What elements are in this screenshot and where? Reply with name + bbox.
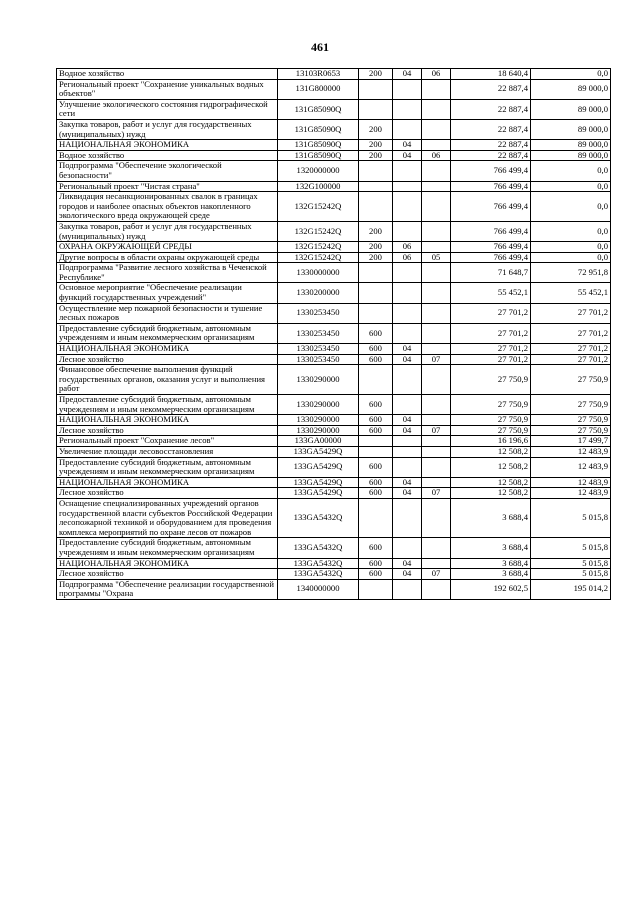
row-expense-type	[359, 365, 393, 395]
row-code: 132G15242Q	[278, 192, 359, 222]
row-expense-type: 200	[359, 252, 393, 263]
row-section	[393, 538, 422, 558]
row-name: ОХРАНА ОКРУЖАЮЩЕЙ СРЕДЫ	[57, 242, 278, 253]
row-section: 04	[393, 415, 422, 426]
row-name: Подпрограмма "Развитие лесного хозяйства в Чеченской Республике"	[57, 263, 278, 283]
row-name: Региональный проект "Чистая страна"	[57, 181, 278, 192]
row-amount-2: 195 014,2	[531, 579, 611, 599]
row-name: Другие вопросы в области охраны окружающей среды	[57, 252, 278, 263]
table-row	[57, 69, 611, 80]
row-amount-1: 22 887,4	[451, 119, 531, 139]
row-expense-type: 600	[359, 457, 393, 477]
row-subsection	[422, 192, 451, 222]
row-amount-2: 0,0	[531, 221, 611, 241]
row-name: Лесное хозяйство	[57, 425, 278, 436]
row-amount-1: 27 701,2	[451, 323, 531, 343]
row-subsection: 07	[422, 488, 451, 499]
row-expense-type: 600	[359, 395, 393, 415]
row-amount-2: 0,0	[531, 252, 611, 263]
row-expense-type	[359, 283, 393, 303]
row-section	[393, 457, 422, 477]
row-amount-2: 27 750,9	[531, 415, 611, 426]
row-expense-type: 600	[359, 477, 393, 488]
row-section	[393, 498, 422, 537]
row-expense-type: 200	[359, 221, 393, 241]
row-name: Подпрограмма "Обеспечение реализации государственной программы "Охрана	[57, 579, 278, 599]
row-name: Региональный проект "Сохранение уникальных водных объектов"	[57, 79, 278, 99]
row-subsection	[422, 303, 451, 323]
row-name: Увеличение площади лесовосстановления	[57, 446, 278, 457]
table-row	[57, 446, 611, 457]
row-section: 06	[393, 242, 422, 253]
row-name: Лесное хозяйство	[57, 488, 278, 499]
row-code: 133GA00000	[278, 436, 359, 447]
row-code: 133GA5432Q	[278, 569, 359, 580]
row-code: 132G100000	[278, 181, 359, 192]
row-amount-1: 27 750,9	[451, 415, 531, 426]
table-row	[57, 579, 611, 599]
table-row	[57, 457, 611, 477]
row-section	[393, 579, 422, 599]
row-expense-type: 600	[359, 569, 393, 580]
row-amount-1: 192 602,5	[451, 579, 531, 599]
row-code: 1330290000	[278, 395, 359, 415]
row-amount-1: 22 887,4	[451, 140, 531, 151]
row-code: 132G15242Q	[278, 252, 359, 263]
row-subsection: 07	[422, 354, 451, 365]
row-subsection: 07	[422, 569, 451, 580]
row-amount-1: 71 648,7	[451, 263, 531, 283]
budget-table	[56, 68, 611, 600]
row-subsection	[422, 498, 451, 537]
row-subsection	[422, 436, 451, 447]
row-section	[393, 395, 422, 415]
row-subsection	[422, 161, 451, 181]
row-section	[393, 263, 422, 283]
row-amount-2: 89 000,0	[531, 99, 611, 119]
row-amount-1: 27 750,9	[451, 365, 531, 395]
table-row	[57, 488, 611, 499]
row-subsection	[422, 457, 451, 477]
row-name: Финансовое обеспечение выполнения функций государственных органов, оказания услуг и выполнения работ	[57, 365, 278, 395]
row-amount-2: 27 701,2	[531, 344, 611, 355]
row-name: Основное мероприятие "Обеспечение реализации функций государственных учреждений"	[57, 283, 278, 303]
row-name: Региональный проект "Сохранение лесов"	[57, 436, 278, 447]
row-section: 04	[393, 140, 422, 151]
row-code: 132G15242Q	[278, 242, 359, 253]
row-amount-2: 12 483,9	[531, 457, 611, 477]
row-amount-2: 12 483,9	[531, 446, 611, 457]
row-amount-1: 3 688,4	[451, 558, 531, 569]
row-subsection: 06	[422, 150, 451, 161]
table-row	[57, 354, 611, 365]
row-section	[393, 365, 422, 395]
row-expense-type	[359, 579, 393, 599]
table-row	[57, 263, 611, 283]
row-amount-2: 27 701,2	[531, 354, 611, 365]
row-section: 04	[393, 425, 422, 436]
row-code: 133GA5432Q	[278, 558, 359, 569]
row-amount-1: 766 499,4	[451, 192, 531, 222]
row-amount-1: 3 688,4	[451, 498, 531, 537]
table-row	[57, 569, 611, 580]
row-name: Оснащение специализированных учреждений органов государственной власти субъектов Российской Федерации лесопожарной техникой и оборудованием для проведения комплекса мероприятий по охране лесов от пожаров	[57, 498, 278, 537]
row-expense-type	[359, 263, 393, 283]
row-code: 1330253450	[278, 344, 359, 355]
row-code: 131G85090Q	[278, 150, 359, 161]
row-subsection	[422, 181, 451, 192]
row-expense-type	[359, 303, 393, 323]
row-expense-type: 200	[359, 69, 393, 80]
row-subsection	[422, 579, 451, 599]
row-amount-1: 3 688,4	[451, 569, 531, 580]
row-section: 04	[393, 477, 422, 488]
row-section	[393, 436, 422, 447]
row-expense-type: 600	[359, 344, 393, 355]
table-row	[57, 242, 611, 253]
row-amount-1: 22 887,4	[451, 150, 531, 161]
row-subsection	[422, 558, 451, 569]
row-amount-1: 12 508,2	[451, 488, 531, 499]
table-row	[57, 477, 611, 488]
row-amount-2: 0,0	[531, 181, 611, 192]
row-amount-1: 16 196,6	[451, 436, 531, 447]
row-subsection	[422, 538, 451, 558]
row-section	[393, 446, 422, 457]
table-row	[57, 323, 611, 343]
table-row	[57, 221, 611, 241]
row-expense-type: 600	[359, 488, 393, 499]
table-row	[57, 395, 611, 415]
row-amount-2: 89 000,0	[531, 79, 611, 99]
row-code: 133GA5429Q	[278, 488, 359, 499]
row-name: Ликвидация несанкционированных свалок в границах городов и наиболее опасных объектов накопленного экологического вреда окружающей среде	[57, 192, 278, 222]
row-code: 133GA5429Q	[278, 446, 359, 457]
row-subsection	[422, 283, 451, 303]
row-amount-1: 22 887,4	[451, 79, 531, 99]
row-expense-type: 600	[359, 558, 393, 569]
row-section	[393, 221, 422, 241]
table-row	[57, 150, 611, 161]
row-expense-type	[359, 181, 393, 192]
row-amount-2: 89 000,0	[531, 150, 611, 161]
row-section	[393, 323, 422, 343]
row-name: Предоставление субсидий бюджетным, автономным учреждениям и иным некоммерческим организациям	[57, 323, 278, 343]
row-subsection	[422, 99, 451, 119]
table-row	[57, 192, 611, 222]
row-subsection	[422, 446, 451, 457]
row-expense-type	[359, 99, 393, 119]
row-subsection	[422, 242, 451, 253]
row-expense-type: 200	[359, 119, 393, 139]
row-code: 131G800000	[278, 79, 359, 99]
row-amount-1: 766 499,4	[451, 252, 531, 263]
table-row	[57, 140, 611, 151]
row-name: Предоставление субсидий бюджетным, автономным учреждениям и иным некоммерческим организациям	[57, 538, 278, 558]
row-expense-type	[359, 436, 393, 447]
table-row	[57, 498, 611, 537]
row-amount-1: 22 887,4	[451, 99, 531, 119]
table-row	[57, 538, 611, 558]
row-amount-2: 5 015,8	[531, 569, 611, 580]
row-amount-1: 766 499,4	[451, 161, 531, 181]
row-code: 1330253450	[278, 303, 359, 323]
row-amount-2: 0,0	[531, 161, 611, 181]
row-subsection	[422, 221, 451, 241]
row-code: 133GA5429Q	[278, 457, 359, 477]
row-subsection	[422, 344, 451, 355]
row-code: 133GA5432Q	[278, 538, 359, 558]
row-section: 06	[393, 252, 422, 263]
row-name: НАЦИОНАЛЬНАЯ ЭКОНОМИКА	[57, 140, 278, 151]
row-section	[393, 283, 422, 303]
row-subsection	[422, 119, 451, 139]
row-section: 04	[393, 69, 422, 80]
row-code: 132G15242Q	[278, 221, 359, 241]
row-name: Улучшение экологического состояния гидрографической сети	[57, 99, 278, 119]
row-expense-type	[359, 192, 393, 222]
row-subsection	[422, 79, 451, 99]
row-amount-2: 0,0	[531, 192, 611, 222]
row-code: 1330290000	[278, 365, 359, 395]
row-expense-type: 600	[359, 538, 393, 558]
row-name: Предоставление субсидий бюджетным, автономным учреждениям и иным некоммерческим организациям	[57, 457, 278, 477]
row-amount-2: 17 499,7	[531, 436, 611, 447]
row-code: 1330253450	[278, 323, 359, 343]
row-code: 1330290000	[278, 415, 359, 426]
row-expense-type: 600	[359, 323, 393, 343]
row-section: 04	[393, 150, 422, 161]
row-amount-1: 27 701,2	[451, 303, 531, 323]
table-row	[57, 558, 611, 569]
row-amount-1: 12 508,2	[451, 446, 531, 457]
table-row	[57, 436, 611, 447]
row-section: 04	[393, 488, 422, 499]
row-code: 13103R0653	[278, 69, 359, 80]
row-expense-type	[359, 161, 393, 181]
row-section	[393, 181, 422, 192]
table-row	[57, 344, 611, 355]
row-code: 1330200000	[278, 283, 359, 303]
table-row	[57, 303, 611, 323]
row-amount-2: 27 701,2	[531, 323, 611, 343]
row-section	[393, 192, 422, 222]
row-section	[393, 161, 422, 181]
row-amount-2: 89 000,0	[531, 140, 611, 151]
row-subsection	[422, 140, 451, 151]
row-expense-type: 200	[359, 140, 393, 151]
row-expense-type: 200	[359, 150, 393, 161]
row-name: Лесное хозяйство	[57, 354, 278, 365]
row-amount-1: 27 701,2	[451, 354, 531, 365]
row-amount-2: 0,0	[531, 69, 611, 80]
row-section	[393, 79, 422, 99]
row-expense-type: 600	[359, 425, 393, 436]
row-amount-1: 766 499,4	[451, 242, 531, 253]
row-amount-2: 27 750,9	[531, 425, 611, 436]
page-number: 461	[311, 40, 329, 54]
table-row	[57, 283, 611, 303]
row-subsection	[422, 477, 451, 488]
table-row	[57, 99, 611, 119]
row-code: 1330000000	[278, 263, 359, 283]
row-code: 131G85090Q	[278, 119, 359, 139]
table-row	[57, 79, 611, 99]
table-row	[57, 161, 611, 181]
row-amount-2: 5 015,8	[531, 558, 611, 569]
row-subsection: 07	[422, 425, 451, 436]
row-amount-2: 27 750,9	[531, 365, 611, 395]
row-amount-1: 12 508,2	[451, 457, 531, 477]
row-name: Предоставление субсидий бюджетным, автономным учреждениям и иным некоммерческим организациям	[57, 395, 278, 415]
row-expense-type: 200	[359, 242, 393, 253]
row-amount-2: 12 483,9	[531, 477, 611, 488]
row-subsection: 05	[422, 252, 451, 263]
row-section	[393, 99, 422, 119]
row-code: 1330290000	[278, 425, 359, 436]
row-amount-2: 55 452,1	[531, 283, 611, 303]
row-subsection	[422, 415, 451, 426]
row-expense-type	[359, 79, 393, 99]
row-expense-type	[359, 446, 393, 457]
row-amount-1: 27 701,2	[451, 344, 531, 355]
row-name: Закупка товаров, работ и услуг для государственных (муниципальных) нужд	[57, 221, 278, 241]
row-amount-1: 3 688,4	[451, 538, 531, 558]
row-amount-2: 5 015,8	[531, 538, 611, 558]
row-subsection	[422, 323, 451, 343]
row-name: НАЦИОНАЛЬНАЯ ЭКОНОМИКА	[57, 415, 278, 426]
row-code: 1340000000	[278, 579, 359, 599]
row-expense-type: 600	[359, 354, 393, 365]
row-amount-2: 89 000,0	[531, 119, 611, 139]
row-amount-1: 766 499,4	[451, 221, 531, 241]
row-amount-2: 27 701,2	[531, 303, 611, 323]
row-name: Закупка товаров, работ и услуг для государственных (муниципальных) нужд	[57, 119, 278, 139]
row-subsection	[422, 263, 451, 283]
row-name: Осуществление мер пожарной безопасности и тушение лесных пожаров	[57, 303, 278, 323]
row-amount-1: 27 750,9	[451, 425, 531, 436]
row-name: НАЦИОНАЛЬНАЯ ЭКОНОМИКА	[57, 558, 278, 569]
row-name: НАЦИОНАЛЬНАЯ ЭКОНОМИКА	[57, 344, 278, 355]
row-code: 131G85090Q	[278, 140, 359, 151]
row-amount-1: 12 508,2	[451, 477, 531, 488]
row-name: Водное хозяйство	[57, 69, 278, 80]
row-expense-type	[359, 498, 393, 537]
row-section: 04	[393, 344, 422, 355]
row-section	[393, 303, 422, 323]
row-code: 133GA5429Q	[278, 477, 359, 488]
row-subsection: 06	[422, 69, 451, 80]
row-amount-1: 27 750,9	[451, 395, 531, 415]
row-code: 133GA5432Q	[278, 498, 359, 537]
budget-table-body	[57, 69, 611, 600]
table-row	[57, 252, 611, 263]
row-amount-2: 72 951,8	[531, 263, 611, 283]
row-amount-2: 27 750,9	[531, 395, 611, 415]
table-row	[57, 119, 611, 139]
row-amount-2: 0,0	[531, 242, 611, 253]
table-row	[57, 425, 611, 436]
row-amount-2: 5 015,8	[531, 498, 611, 537]
row-name: Подпрограмма "Обеспечение экологической безопасности"	[57, 161, 278, 181]
row-section: 04	[393, 558, 422, 569]
row-code: 131G85090Q	[278, 99, 359, 119]
row-subsection	[422, 365, 451, 395]
row-name: НАЦИОНАЛЬНАЯ ЭКОНОМИКА	[57, 477, 278, 488]
row-name: Водное хозяйство	[57, 150, 278, 161]
table-row	[57, 181, 611, 192]
table-row	[57, 415, 611, 426]
row-name: Лесное хозяйство	[57, 569, 278, 580]
row-expense-type: 600	[359, 415, 393, 426]
row-amount-1: 766 499,4	[451, 181, 531, 192]
row-amount-2: 12 483,9	[531, 488, 611, 499]
row-code: 1320000000	[278, 161, 359, 181]
table-row	[57, 365, 611, 395]
row-amount-1: 18 640,4	[451, 69, 531, 80]
row-section: 04	[393, 569, 422, 580]
row-amount-1: 55 452,1	[451, 283, 531, 303]
row-subsection	[422, 395, 451, 415]
row-section: 04	[393, 354, 422, 365]
row-section	[393, 119, 422, 139]
row-code: 1330253450	[278, 354, 359, 365]
